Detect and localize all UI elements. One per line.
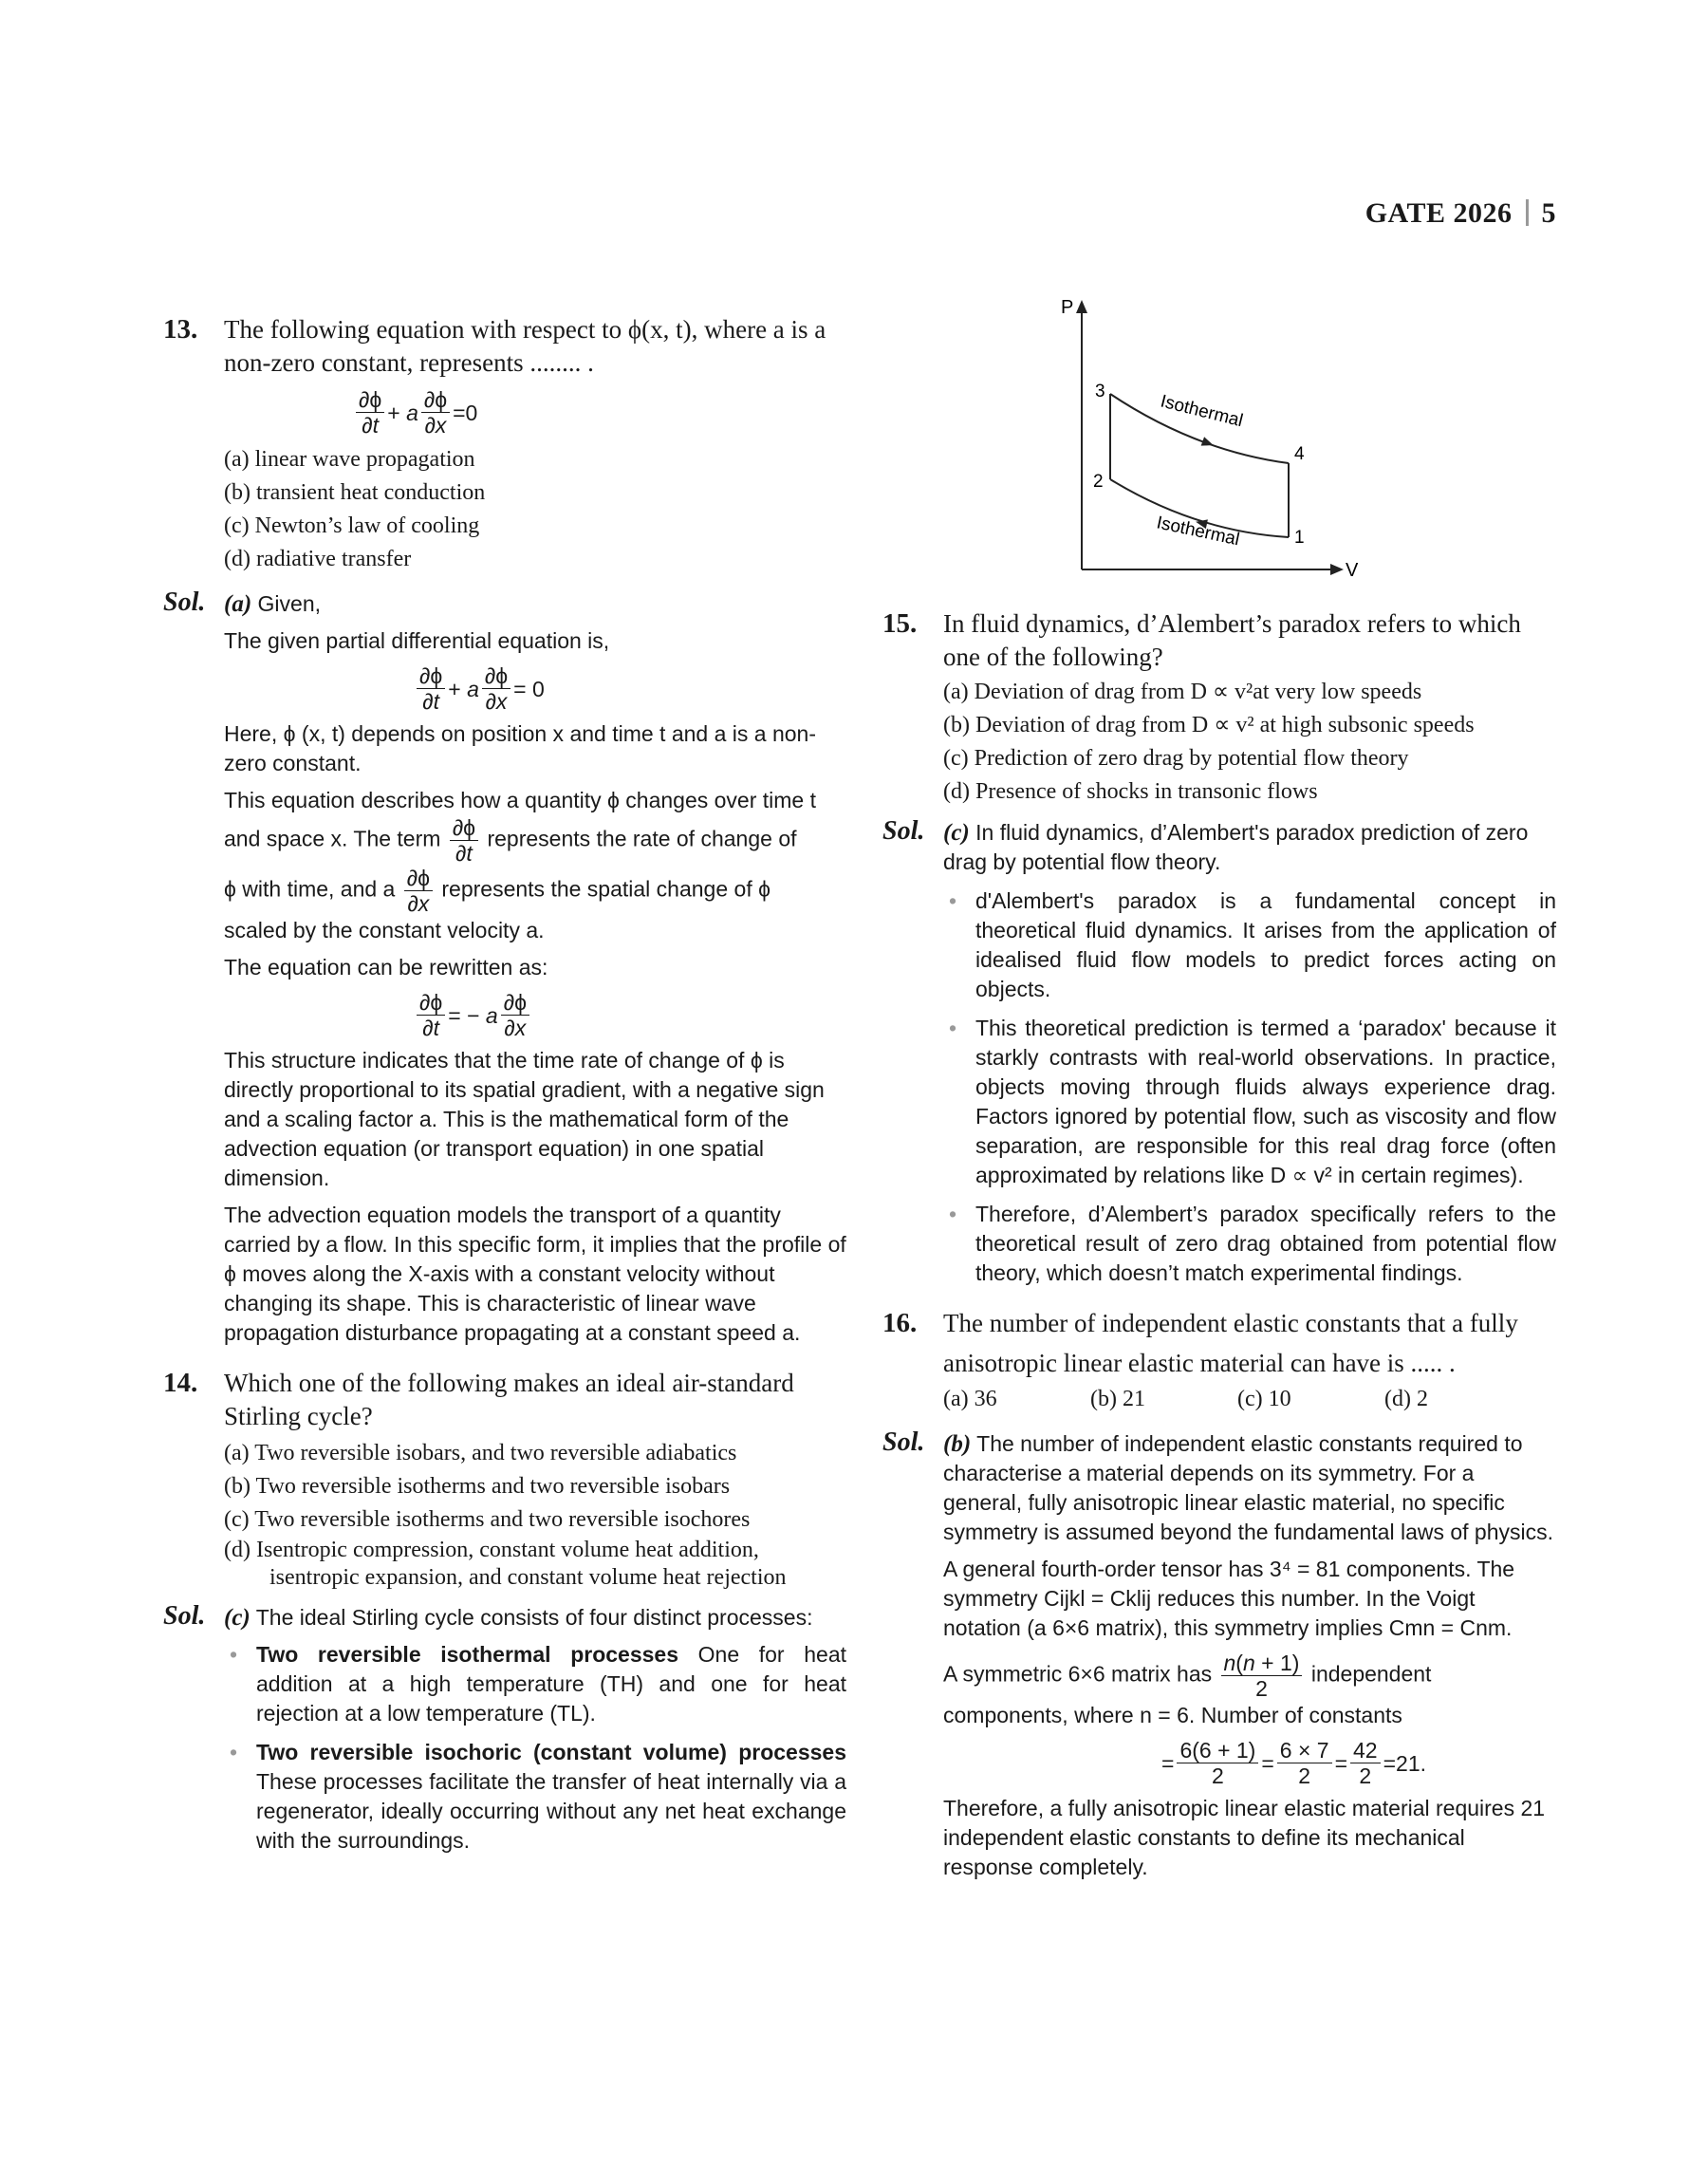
question-13	[163, 313, 846, 380]
question-number: 14.	[163, 1368, 198, 1398]
option-c: (c) Prediction of zero drag by potential flow theory	[943, 746, 1409, 771]
solution-paragraph: The advection equation models the transport of a quantity carried by a flow. In this specific form, it implies that the profile of ϕ moves along the X-axis with a constant velocity without changing its shape. This is characteristic of linear wave propagation disturbance propagating at a constant speed a.	[224, 1203, 846, 1345]
question-text: Which one of the following makes an ideal air-standard Stirling cycle?	[224, 1369, 794, 1430]
left-column	[163, 313, 846, 1865]
option-d: (d) radiative transfer	[224, 547, 412, 571]
question-text: The number of independent elastic constants that a fully anisotropic linear elastic material can have is ..... .	[943, 1309, 1518, 1377]
point-2-label: 2	[1093, 472, 1104, 492]
v-axis-label: V	[1346, 560, 1359, 581]
solution-answer: (c)	[224, 1605, 251, 1631]
solution-16	[882, 1429, 1556, 1882]
solution-paragraph: components, where n = 6. Number of constants	[943, 1703, 1402, 1727]
solution-paragraph: This equation describes how a quantity ϕ changes over time t and space x. The term	[224, 788, 816, 851]
bullet-heading: Two reversible isochoric (constant volume) processes	[256, 1740, 846, 1764]
solution-paragraph: The given partial differential equation is,	[224, 628, 610, 653]
option-a: (a) linear wave propagation	[224, 447, 475, 472]
question-14	[163, 1367, 846, 1433]
option-b: (b) transient heat conduction	[224, 480, 486, 505]
solution-paragraph: A symmetric 6×6 matrix has	[943, 1661, 1213, 1687]
page-header	[1365, 197, 1556, 230]
question-text: In fluid dynamics, d’Alembert’s paradox refers to which one of the following?	[943, 609, 1521, 671]
solution-paragraph: ϕ with time, and a	[224, 876, 396, 902]
n-n-plus-1-over-2: $\frac{n(n + 1)}{2}$	[1221, 1651, 1303, 1701]
solution-answer: (a)	[224, 591, 252, 617]
option-a: (a) Deviation of drag from D ∝ v²at very low speeds	[943, 680, 1422, 704]
question-15	[882, 607, 1556, 674]
header-title: GATE 2026	[1365, 197, 1513, 229]
solution-answer: (b)	[943, 1431, 972, 1457]
bullet-text: One for heat addition at a high temperature (TH) and one for heat rejection at a low temperature (TL).	[256, 1642, 846, 1726]
question-14-options	[163, 1437, 846, 1592]
solution-intro: The ideal Stirling cycle consists of four distinct processes:	[255, 1605, 813, 1630]
bullet-heading: Two reversible isothermal processes	[256, 1642, 678, 1667]
dphi-dx-fraction: $\frac{\partial\phi}{\partial x}$	[404, 866, 433, 916]
expansion-arrow	[1201, 437, 1216, 450]
solution-paragraph: Therefore, a fully anisotropic linear elastic material requires 21 independent elastic constants to define its mechanical response completely.	[943, 1796, 1546, 1879]
bullet-isochoric	[224, 1738, 846, 1856]
solution-intro: In fluid dynamics, d’Alembert's paradox prediction of zero drag by potential flow theory.	[943, 820, 1529, 874]
dphi-dt-fraction: $\frac{\partial\phi}{\partial t}$	[450, 815, 478, 866]
option-c: (c) Newton’s law of cooling	[224, 513, 480, 538]
stirling-pv-diagram	[1053, 294, 1452, 588]
bullet-point: • d'Alembert's paradox is a fundamental concept in theoretical fluid dynamics. It arises from the application of idealised fluid flow models to predict forces acting on objects.	[943, 886, 1556, 1004]
solution-paragraph: The equation can be rewritten as:	[224, 955, 548, 980]
right-column	[882, 294, 1556, 1890]
solution-tag: Sol.	[882, 816, 925, 846]
solution-13	[163, 589, 846, 1348]
option-c: (c) Two reversible isotherms and two reversible isochores	[224, 1507, 751, 1532]
p-axis-label: P	[1061, 297, 1074, 318]
page-number: 5	[1541, 197, 1556, 229]
question-number: 15.	[882, 608, 918, 639]
solution-tag: Sol.	[163, 1601, 206, 1631]
bullet-isothermal	[224, 1640, 846, 1728]
solution-paragraph: independent	[1310, 1661, 1432, 1687]
option-a: (a) Two reversible isobars, and two reversible adiabatics	[224, 1441, 737, 1465]
pde-equation-repeat: $\frac{\partial\phi}{\partial t}$ + a $\frac{\partial\phi}{\partial x}$ = 0	[224, 663, 846, 714]
option-b: (b) Two reversible isotherms and two reversible isobars	[224, 1474, 731, 1499]
bottom-isothermal-label: Isothermal	[1154, 513, 1242, 550]
question-13-options	[163, 443, 846, 576]
solution-paragraph: represents the spatial change of ϕ	[441, 876, 770, 902]
pde-equation: $\frac{\partial\phi}{\partial t}$ + a $\frac{\partial\phi}{\partial x}$ =0	[163, 387, 846, 438]
option-b: (b) 21	[1090, 1387, 1145, 1411]
question-number: 16.	[882, 1308, 918, 1338]
p-axis-arrow	[1076, 300, 1087, 313]
question-16-options	[882, 1383, 1556, 1416]
header-divider	[1526, 199, 1529, 226]
solution-paragraph: represents the rate of change of	[487, 826, 797, 851]
option-b: (b) Deviation of drag from D ∝ v² at high subsonic speeds	[943, 713, 1475, 737]
bullet-point: • This theoretical prediction is termed a ‘paradox' because it starkly contrasts with real-world observations. In practice, objects moving through fluids always experience drag. Factors ignored by potential flow, such as viscosity and flow separation, are responsible for this real drag force (often approximated by relations like D ∝ v² in certain regimes).	[943, 1014, 1556, 1190]
option-d: (d) Isentropic compression, constant volume heat addition, isentropic expansion, and constant volume heat rejection	[224, 1538, 787, 1590]
solution-14	[163, 1603, 846, 1856]
question-text: The following equation with respect to ϕ(x, t), where a is a non-zero constant, represents ........ .	[224, 315, 826, 377]
bullet-text: These processes facilitate the transfer of heat internally via a regenerator, ideally occurring without any net heat exchange with the surroundings.	[256, 1769, 846, 1853]
option-d: (d) Presence of shocks in transonic flows	[943, 779, 1318, 804]
question-number: 13.	[163, 314, 198, 345]
question-16	[882, 1303, 1556, 1383]
solution-paragraph: This structure indicates that the time rate of change of ϕ is directly proportional to its spatial gradient, with a negative sign and a scaling factor a. This is the mathematical form of the advection equation (or transport equation) in one spatial dimension.	[224, 1048, 825, 1190]
point-4-label: 4	[1294, 444, 1305, 464]
option-a: (a) 36	[943, 1387, 997, 1411]
solution-paragraph: A general fourth-order tensor has 3⁴ = 81 components. The symmetry Cijkl = Cklij reduces this number. In the Voigt notation (a 6×6 matrix), this symmetry implies Cmn = Cnm.	[943, 1557, 1515, 1640]
point-1-label: 1	[1294, 528, 1305, 548]
question-15-options	[882, 676, 1556, 809]
solution-tag: Sol.	[163, 588, 206, 617]
solution-intro: Given,	[257, 591, 322, 616]
solution-answer: (c)	[943, 820, 970, 846]
solution-tag: Sol.	[882, 1427, 925, 1457]
solution-paragraph: The number of independent elastic constants required to characterise a material depends on its symmetry. For a general, fully anisotropic linear elastic material, no specific symmetry is assumed beyond the fundamental laws of physics.	[943, 1431, 1554, 1544]
v-axis-arrow	[1330, 564, 1344, 575]
bullet-point: • Therefore, d’Alembert’s paradox specifically refers to the theoretical result of zero drag obtained from potential flow theory, which doesn’t match experimental findings.	[943, 1200, 1556, 1288]
option-d: (d) 2	[1384, 1387, 1428, 1411]
rewritten-equation: $\frac{\partial\phi}{\partial t}$ = − a $\frac{\partial\phi}{\partial x}$	[224, 990, 846, 1040]
point-3-label: 3	[1095, 382, 1105, 401]
solution-paragraph: scaled by the constant velocity a.	[224, 918, 545, 942]
option-c: (c) 10	[1237, 1387, 1291, 1411]
solution-paragraph: Here, ϕ (x, t) depends on position x and time t and a is a non-zero constant.	[224, 721, 816, 775]
solution-15	[882, 818, 1556, 1288]
constants-calculation: = $\frac{6(6 + 1)}{2}$ = $\frac{6 \times 7}{2}$ = $\frac{42}{2}$ =21.	[1161, 1738, 1427, 1788]
top-isothermal-label: Isothermal	[1158, 391, 1245, 432]
